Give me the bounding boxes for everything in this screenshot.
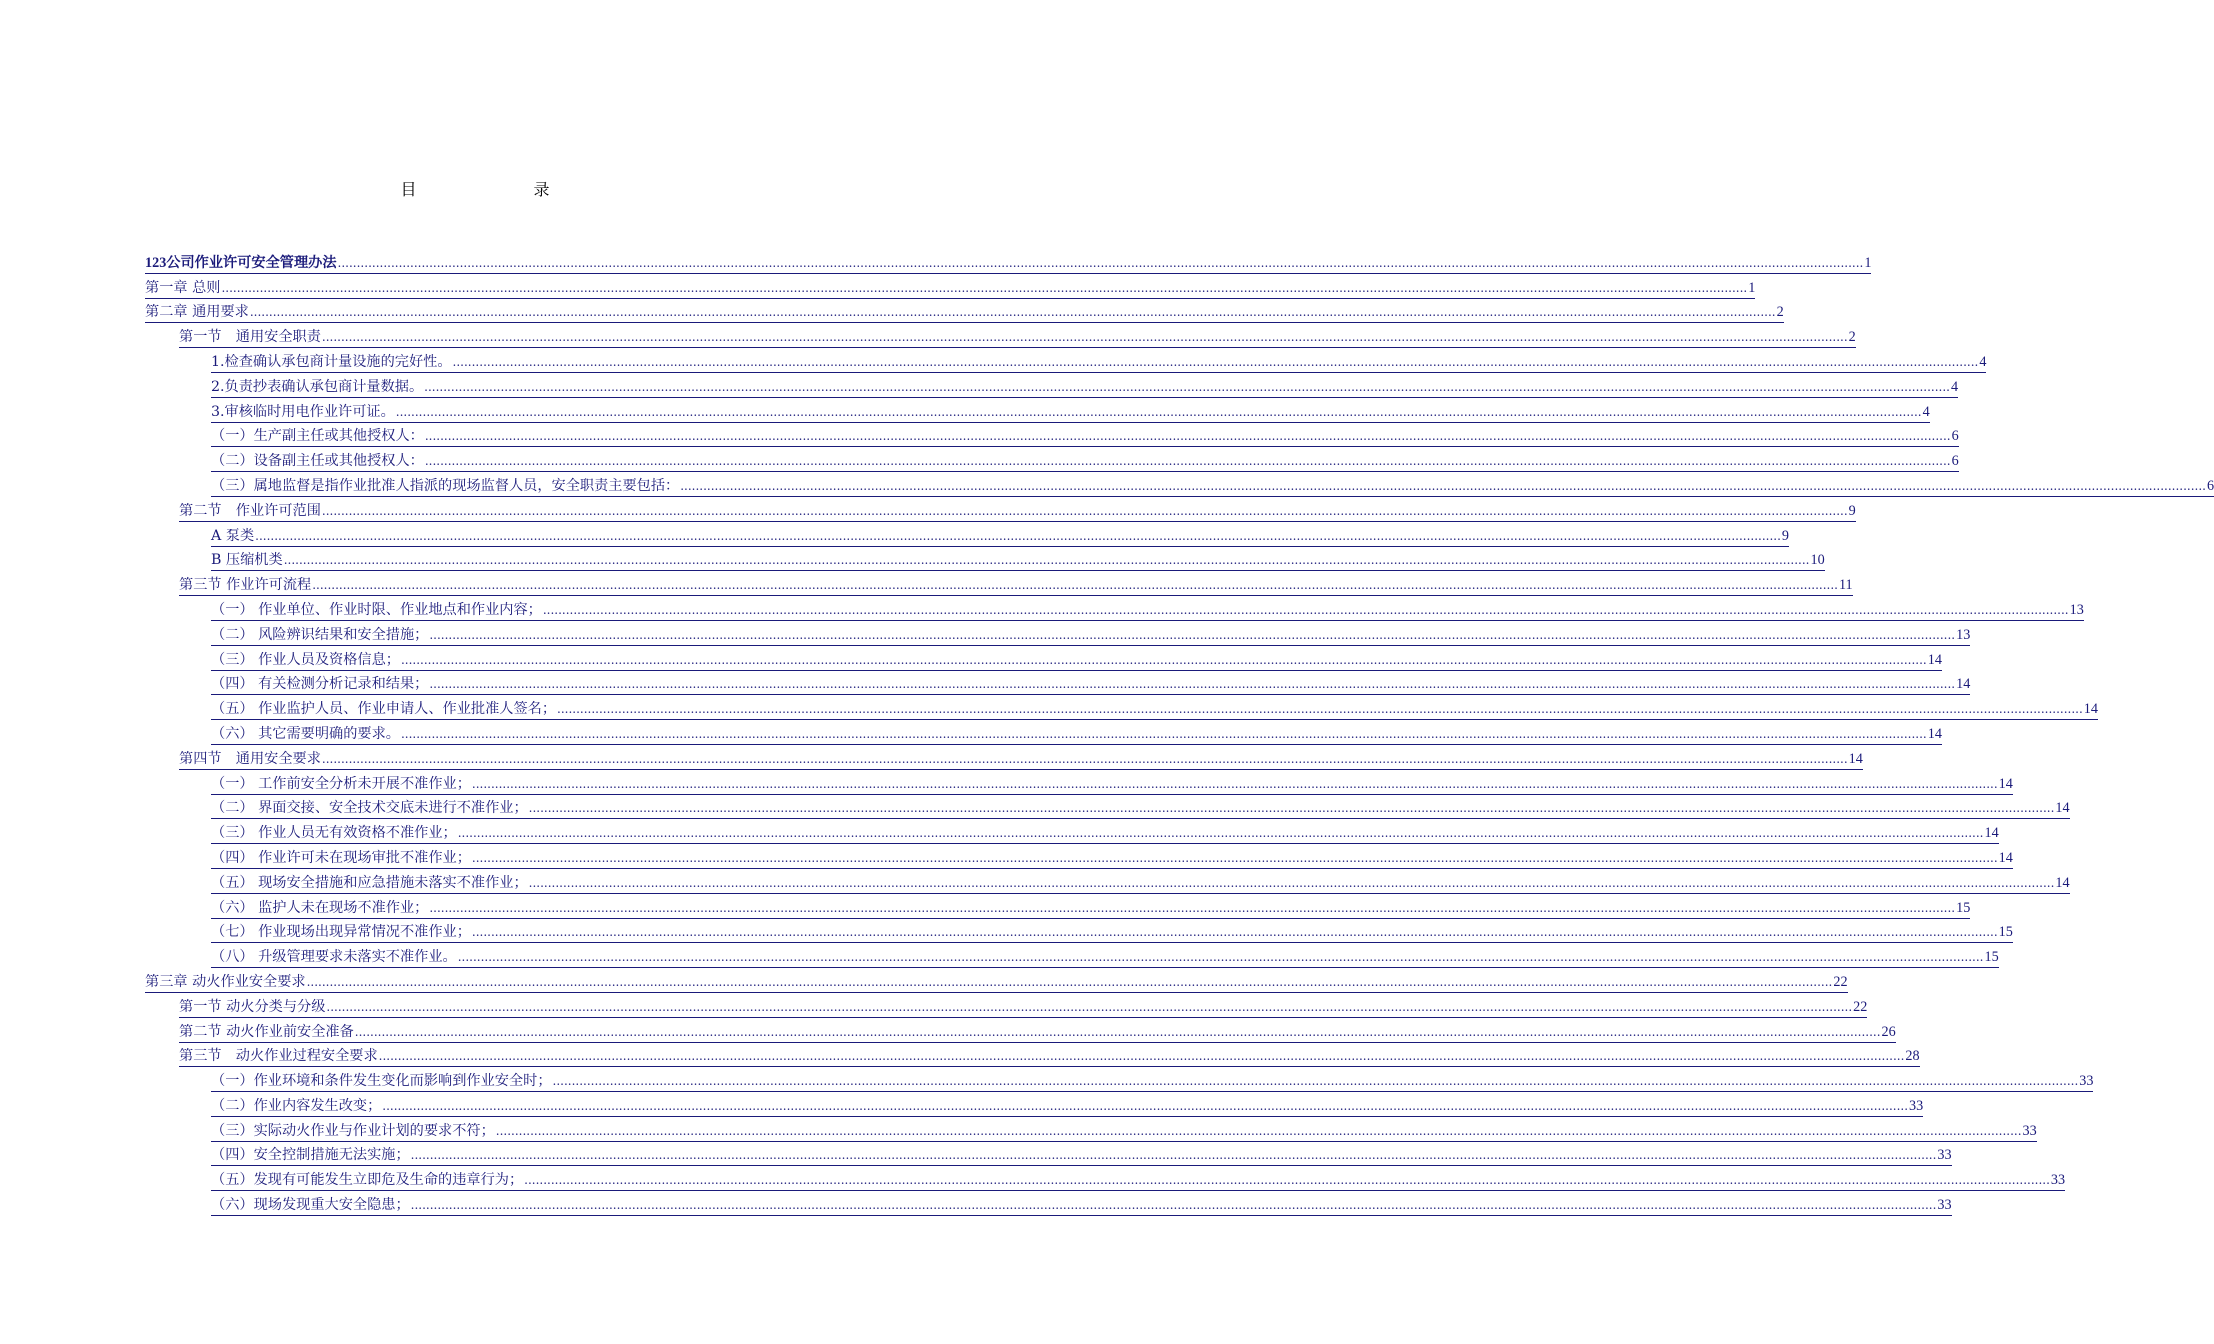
toc-dot-leader: ................................................................................................................................................................................................................................................................................................................................................................................................................ (283, 553, 1810, 568)
toc-entry-page: 14 (1927, 725, 1942, 742)
toc-dot-leader: ................................................................................................................................................................................................................................................................................................................................................................................................................ (400, 726, 1927, 741)
toc-entry-page: 22 (1853, 998, 1868, 1015)
table-of-contents (145, 251, 2214, 1218)
toc-dot-leader: ................................................................................................................................................................................................................................................................................................................................................................................................................ (255, 528, 1781, 543)
toc-entry-label: （五） 现场安全措施和应急措施未落实不准作业； (211, 874, 528, 891)
toc-entry-page: 28 (1905, 1048, 1920, 1065)
toc-dot-leader: ................................................................................................................................................................................................................................................................................................................................................................................................................ (471, 776, 1998, 791)
toc-entry[interactable] (145, 375, 1959, 400)
toc-entry-label: 第一节 通用安全职责 (179, 329, 321, 346)
toc-entry-page: 6 (2206, 477, 2214, 494)
toc-entry-page: 2 (1848, 329, 1856, 346)
toc-entry[interactable] (145, 648, 1942, 673)
toc-dot-leader: ................................................................................................................................................................................................................................................................................................................................................................................................................ (326, 999, 1853, 1014)
toc-entry-link[interactable] (211, 875, 2070, 894)
toc-dot-leader: ................................................................................................................................................................................................................................................................................................................................................................................................................ (452, 354, 1979, 369)
toc-entry-label: （八） 升级管理要求未落实不准作业。 (211, 949, 457, 966)
toc-dot-leader: ................................................................................................................................................................................................................................................................................................................................................................................................................ (528, 875, 2055, 890)
toc-entry-page: 33 (1937, 1197, 1952, 1214)
toc-entry[interactable] (145, 251, 1872, 276)
toc-entry[interactable] (145, 400, 1930, 425)
toc-entry-link[interactable] (145, 280, 1755, 299)
toc-entry-label: （四）安全控制措施无法实施； (211, 1147, 410, 1164)
toc-entry[interactable] (145, 598, 2084, 623)
toc-entry-label: A 泵类 (211, 527, 255, 544)
toc-entry-link[interactable] (179, 577, 1853, 596)
toc-entry[interactable] (145, 325, 1856, 350)
toc-entry[interactable] (145, 549, 1825, 574)
toc-entry-label: （五） 作业监护人员、作业申请人、作业批准人签名； (211, 701, 557, 718)
toc-dot-leader: ................................................................................................................................................................................................................................................................................................................................................................................................................ (400, 652, 1927, 667)
toc-entry-link[interactable] (211, 404, 1930, 423)
toc-entry[interactable] (145, 524, 1790, 549)
toc-entry-label: （三） 作业人员无有效资格不准作业； (211, 825, 457, 842)
toc-entry-label: （二） 风险辨识结果和安全措施； (211, 626, 429, 643)
toc-entry[interactable] (145, 970, 1848, 995)
toc-entry-page: 11 (1838, 577, 1853, 594)
toc-entry-page: 33 (1937, 1147, 1952, 1164)
toc-dot-leader: ................................................................................................................................................................................................................................................................................................................................................................................................................ (557, 702, 2083, 717)
toc-entry-label: 第三章 动火作业安全要求 (145, 973, 306, 990)
toc-entry[interactable] (145, 1168, 2066, 1193)
toc-dot-leader: ................................................................................................................................................................................................................................................................................................................................................................................................................ (249, 305, 1776, 320)
toc-dot-leader: ................................................................................................................................................................................................................................................................................................................................................................................................................ (524, 1173, 2050, 1188)
toc-entry-label: （二）设备副主任或其他授权人： (211, 453, 424, 470)
toc-title: 目 录 (400, 180, 606, 199)
toc-entry[interactable] (145, 1045, 1920, 1070)
toc-entry-label: 第三节 作业许可流程 (179, 577, 312, 594)
toc-dot-leader: ................................................................................................................................................................................................................................................................................................................................................................................................................ (528, 801, 2055, 816)
toc-entry-link[interactable] (211, 1098, 1923, 1117)
toc-entry-page: 14 (1998, 775, 2013, 792)
toc-entry-link[interactable] (145, 974, 1848, 993)
toc-entry-link[interactable] (179, 503, 1856, 522)
toc-dot-leader: ................................................................................................................................................................................................................................................................................................................................................................................................................ (410, 1148, 1937, 1163)
toc-dot-leader: ................................................................................................................................................................................................................................................................................................................................................................................................................ (382, 1098, 1909, 1113)
toc-entry[interactable] (145, 797, 2070, 822)
toc-entry[interactable] (145, 1119, 2037, 1144)
toc-entry-page: 10 (1810, 552, 1825, 569)
toc-entry-page: 33 (2079, 1073, 2094, 1090)
toc-entry-link[interactable] (211, 428, 1959, 447)
toc-dot-leader: ................................................................................................................................................................................................................................................................................................................................................................................................................ (542, 602, 2069, 617)
toc-entry-label: （四） 作业许可未在现场审批不准作业； (211, 849, 471, 866)
toc-entry-page: 13 (1956, 626, 1971, 643)
toc-entry-label: （二） 界面交接、安全技术交底未进行不准作业； (211, 800, 528, 817)
toc-dot-leader: ................................................................................................................................................................................................................................................................................................................................................................................................................ (552, 1074, 2079, 1089)
toc-entry-label: （一） 作业单位、作业时限、作业地点和作业内容； (211, 601, 542, 618)
toc-dot-leader: ................................................................................................................................................................................................................................................................................................................................................................................................................ (395, 404, 1922, 419)
toc-entry-link[interactable] (211, 949, 1999, 968)
toc-entry-label: （七） 作业现场出现异常情况不准作业； (211, 924, 471, 941)
toc-entry-link[interactable] (211, 825, 1999, 844)
toc-entry-link[interactable] (211, 701, 2098, 720)
toc-entry-link[interactable] (211, 1147, 1952, 1166)
toc-dot-leader: ................................................................................................................................................................................................................................................................................................................................................................................................................ (221, 280, 1748, 295)
toc-entry[interactable] (145, 474, 2214, 499)
toc-entry-link[interactable] (211, 528, 1789, 547)
toc-entry-page: 14 (2083, 701, 2098, 718)
toc-entry-label: （四） 有关检测分析记录和结果； (211, 676, 429, 693)
toc-entry-label: 第四节 通用安全要求 (179, 750, 321, 767)
toc-entry-link[interactable] (179, 1048, 1920, 1067)
toc-entry-page: 14 (1956, 676, 1971, 693)
toc-entry-page: 1 (1748, 279, 1756, 296)
toc-entry-label: （一）作业环境和条件发生变化而影响到作业安全时； (211, 1073, 552, 1090)
toc-entry-link[interactable] (211, 379, 1958, 398)
toc-entry[interactable] (145, 772, 2013, 797)
toc-entry-page: 2 (1776, 304, 1784, 321)
toc-dot-leader: ................................................................................................................................................................................................................................................................................................................................................................................................................ (424, 429, 1951, 444)
toc-dot-leader: ................................................................................................................................................................................................................................................................................................................................................................................................................ (354, 1024, 1881, 1039)
toc-entry-page: 14 (1984, 825, 1999, 842)
toc-entry-link[interactable] (211, 1172, 2065, 1191)
toc-dot-leader: ................................................................................................................................................................................................................................................................................................................................................................................................................ (321, 751, 1848, 766)
toc-dot-leader: ................................................................................................................................................................................................................................................................................................................................................................................................................ (378, 1049, 1905, 1064)
toc-entry-label: （六） 其它需要明确的要求。 (211, 725, 400, 742)
toc-entry[interactable] (145, 896, 1971, 921)
toc-entry-label: B 压缩机类 (211, 552, 283, 569)
toc-entry-page: 6 (1951, 428, 1959, 445)
toc-entry-label: （三） 作业人员及资格信息； (211, 651, 400, 668)
toc-dot-leader: ................................................................................................................................................................................................................................................................................................................................................................................................................ (429, 677, 1956, 692)
toc-entry[interactable] (145, 921, 2013, 946)
toc-entry[interactable] (145, 871, 2070, 896)
toc-entry[interactable] (145, 573, 1853, 598)
toc-entry-label: （一） 工作前安全分析未开展不准作业； (211, 775, 471, 792)
toc-entry-page: 4 (1922, 403, 1930, 420)
toc-entry-link[interactable] (211, 900, 1970, 919)
toc-dot-leader: ................................................................................................................................................................................................................................................................................................................................................................................................................ (471, 925, 1998, 940)
toc-entry-page: 14 (2055, 874, 2070, 891)
toc-entry[interactable] (145, 673, 1971, 698)
toc-entry-page: 4 (1950, 378, 1959, 395)
toc-entry-page: 15 (1956, 899, 1971, 916)
toc-entry-label: 2.负责抄表确认承包商计量数据。 (211, 378, 424, 395)
toc-entry[interactable] (145, 301, 1784, 326)
toc-entry-page: 14 (1998, 849, 2013, 866)
toc-entry-page: 14 (1848, 750, 1863, 767)
toc-entry-label: （六） 监护人未在现场不准作业； (211, 899, 429, 916)
toc-entry[interactable] (145, 846, 2013, 871)
toc-entry-link[interactable] (211, 1197, 1952, 1216)
toc-entry-label: 第三节 动火作业过程安全要求 (179, 1048, 378, 1065)
toc-entry-link[interactable] (211, 453, 1959, 472)
toc-entry-page: 4 (1979, 353, 1987, 370)
toc-entry-link[interactable] (145, 255, 1871, 274)
toc-entry[interactable] (145, 1069, 2094, 1094)
toc-entry[interactable] (145, 722, 1942, 747)
toc-dot-leader: ................................................................................................................................................................................................................................................................................................................................................................................................................ (457, 826, 1984, 841)
toc-entry[interactable] (145, 945, 1999, 970)
toc-entry-link[interactable] (211, 354, 1986, 373)
toc-entry-page: 1 (1864, 254, 1872, 271)
toc-entry[interactable] (145, 1094, 1924, 1119)
toc-entry[interactable] (145, 1020, 1896, 1045)
toc-entry-label: （六）现场发现重大安全隐患； (211, 1197, 410, 1214)
toc-entry[interactable] (145, 995, 1868, 1020)
toc-dot-leader: ................................................................................................................................................................................................................................................................................................................................................................................................................ (321, 503, 1848, 518)
toc-dot-leader: ................................................................................................................................................................................................................................................................................................................................................................................................................ (424, 454, 1951, 469)
toc-entry-link[interactable] (179, 751, 1863, 770)
toc-entry-label: 1.检查确认承包商计量设施的完好性。 (211, 353, 452, 370)
toc-entry[interactable] (145, 697, 2098, 722)
toc-entry[interactable] (145, 449, 1959, 474)
toc-entry-page: 22 (1833, 973, 1848, 990)
toc-entry-label: 第二节 作业许可范围 (179, 502, 321, 519)
toc-entry[interactable] (145, 747, 1863, 772)
toc-entry-page: 13 (2069, 601, 2084, 618)
toc-dot-leader: ................................................................................................................................................................................................................................................................................................................................................................................................................ (429, 627, 1956, 642)
toc-entry-link[interactable] (211, 776, 2013, 795)
toc-entry[interactable] (145, 1193, 1952, 1218)
toc-entry-link[interactable] (211, 478, 2214, 497)
toc-dot-leader: ................................................................................................................................................................................................................................................................................................................................................................................................................ (680, 478, 2206, 493)
toc-entry-link[interactable] (211, 676, 1970, 695)
toc-entry-page: 33 (2022, 1122, 2037, 1139)
toc-entry[interactable] (145, 1144, 1952, 1169)
toc-entry-page: 26 (1881, 1023, 1896, 1040)
toc-entry-label: （二）作业内容发生改变； (211, 1097, 382, 1114)
toc-entry-label: （三）实际动火作业与作业计划的要求不符； (211, 1122, 495, 1139)
toc-dot-leader: ................................................................................................................................................................................................................................................................................................................................................................................................................ (424, 379, 1950, 394)
toc-entry[interactable] (145, 276, 1756, 301)
toc-entry[interactable] (145, 350, 1987, 375)
toc-entry-page: 33 (1909, 1097, 1924, 1114)
toc-entry-page: 33 (2050, 1172, 2066, 1189)
toc-entry-link[interactable] (211, 602, 2084, 621)
toc-entry-link[interactable] (211, 800, 2070, 819)
toc-entry[interactable] (145, 821, 1999, 846)
toc-entry-link[interactable] (211, 1123, 2037, 1142)
toc-entry-label: （一）生产副主任或其他授权人： (211, 428, 424, 445)
toc-entry-page: 9 (1848, 502, 1856, 519)
toc-entry-link[interactable] (145, 304, 1784, 323)
toc-entry[interactable] (145, 499, 1856, 524)
toc-dot-leader: ................................................................................................................................................................................................................................................................................................................................................................................................................ (306, 974, 1833, 989)
toc-entry-link[interactable] (211, 1073, 2093, 1092)
toc-entry-label: 第二节 动火作业前安全准备 (179, 1023, 354, 1040)
toc-entry-label: 3.审核临时用电作业许可证。 (211, 403, 395, 420)
toc-entry-link[interactable] (211, 850, 2013, 869)
toc-entry-link[interactable] (211, 627, 1970, 646)
toc-entry-link[interactable] (179, 1024, 1896, 1043)
toc-entry-page: 14 (1927, 651, 1942, 668)
toc-dot-leader: ................................................................................................................................................................................................................................................................................................................................................................................................................ (337, 255, 1864, 270)
toc-dot-leader: ................................................................................................................................................................................................................................................................................................................................................................................................................ (495, 1123, 2022, 1138)
toc-entry-label: （三）属地监督是指作业批准人指派的现场监督人员，安全职责主要包括： (211, 477, 680, 494)
toc-entry-link[interactable] (211, 652, 1942, 671)
toc-entry-label: 第一章 总则 (145, 279, 221, 296)
toc-entry-page: 15 (1998, 924, 2013, 941)
toc-entry-page: 15 (1984, 949, 1999, 966)
toc-dot-leader: ................................................................................................................................................................................................................................................................................................................................................................................................................ (410, 1198, 1937, 1213)
toc-entry-link[interactable] (179, 329, 1856, 348)
toc-dot-leader: ................................................................................................................................................................................................................................................................................................................................................................................................................ (471, 850, 1998, 865)
toc-entry-link[interactable] (179, 999, 1867, 1018)
toc-dot-leader: ................................................................................................................................................................................................................................................................................................................................................................................................................ (457, 950, 1984, 965)
toc-entry-label: （五）发现有可能发生立即危及生命的违章行为； (211, 1172, 524, 1189)
toc-entry-page: 6 (1951, 453, 1959, 470)
toc-entry-label: 第二章 通用要求 (145, 304, 249, 321)
toc-dot-leader: ................................................................................................................................................................................................................................................................................................................................................................................................................ (312, 578, 1838, 593)
toc-entry-label: 123公司作业许可安全管理办法 (145, 254, 337, 271)
toc-entry-link[interactable] (211, 726, 1942, 745)
toc-dot-leader: ................................................................................................................................................................................................................................................................................................................................................................................................................ (429, 900, 1956, 915)
toc-entry[interactable] (145, 425, 1959, 450)
toc-entry-link[interactable] (211, 924, 2013, 943)
toc-entry-label: 第一节 动火分类与分级 (179, 998, 326, 1015)
toc-entry-page: 9 (1781, 527, 1790, 544)
toc-entry[interactable] (145, 623, 1971, 648)
toc-dot-leader: ................................................................................................................................................................................................................................................................................................................................................................................................................ (321, 330, 1848, 345)
toc-entry-link[interactable] (211, 552, 1825, 571)
toc-entry-page: 14 (2055, 800, 2070, 817)
